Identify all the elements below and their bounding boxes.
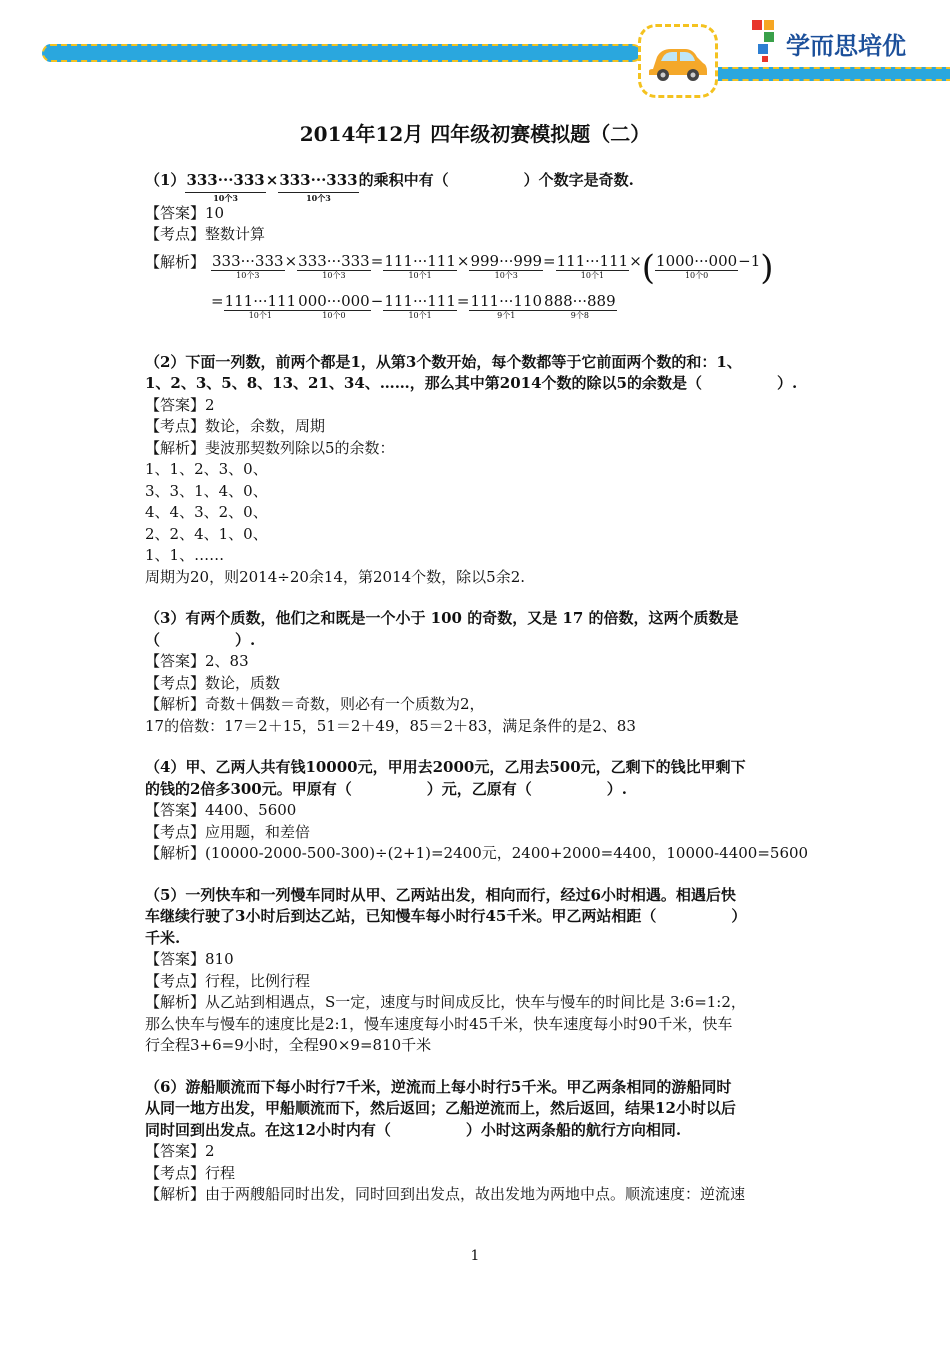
q1-point: 【考点】整数计算: [145, 225, 266, 243]
q5-prompt-line-1: （5）一列快车和一列慢车同时从甲、乙两站出发，相向而行，经过6小时相遇。相遇后快: [145, 885, 736, 904]
q5-solution-line-2: 那么快车与慢车的速度比是2:1，慢车速度每小时45千米，快车速度每小时90千米，快车: [145, 1014, 733, 1033]
q6-answer: 【答案】2: [145, 1142, 215, 1160]
q1-prompt: （1）333···333 10个3 ×333···333 10个3 的乘积中有（ ）个数字是奇数.: [145, 171, 634, 203]
q2-prompt-line-2: 1、2、3、5、8、13、21、34、……，那么其中第2014个数的除以5的余数是（ ）.: [145, 374, 798, 392]
q6-prompt-line-2: 从同一地方出发，甲船顺流而下，然后返回；乙船逆流而上，然后返回，结果12小时以后: [145, 1099, 736, 1117]
q6-solution: 【解析】由于两艘船同时出发，同时回到出发点，故出发地为两地中点。顺流速度：逆流速: [145, 1185, 746, 1203]
q4-answer: 【答案】4400、5600: [145, 801, 297, 819]
q2-remainder-row: 1、1、……: [145, 546, 225, 564]
logo-mark-icon: [752, 20, 780, 66]
q2-prompt-line-1: （2）下面一列数，前两个都是1，从第3个数开始，每个数都等于它前面两个数的和：1、: [145, 352, 742, 371]
q5-prompt-line-3: 千米.: [145, 928, 181, 947]
car-icon: [647, 43, 709, 83]
q5-point: 【考点】行程，比例行程: [145, 971, 311, 990]
q2-remainder-row: 1、1、2、3、0、: [145, 460, 268, 478]
q1-factor-a: 333···333 10个3: [186, 171, 265, 203]
q2-solution: 【解析】斐波那契数列除以5的余数：: [145, 438, 395, 457]
q6-prompt-line-3: 同时回到出发点。在这12小时内有（ ）小时这两条船的航行方向相同.: [145, 1120, 682, 1139]
car-badge: [638, 24, 718, 98]
q4-solution: 【解析】(10000-2000-500-300)÷(2+1)=2400元，2400+2000=4400，10000-4400=5600: [145, 844, 809, 862]
q6-prompt-line-1: （6）游船顺流而下每小时行7千米，逆流而上每小时行5千米。甲乙两条相同的游船同时: [145, 1077, 732, 1096]
q4-prompt-line-1: （4）甲、乙两人共有钱10000元，甲用去2000元，乙用去500元，乙剩下的钱比甲剩下: [145, 758, 746, 776]
header-band-right: [712, 67, 950, 81]
q5-prompt-line-2: 车继续行驶了3小时后到达乙站，已知慢车每小时行45千米。甲乙两站相距（ ）: [145, 907, 747, 925]
header-band: [42, 44, 642, 62]
q3-solution-line-2: 17的倍数：17＝2＋15，51＝2＋49，85＝2＋83，满足条件的是2、83: [145, 716, 636, 735]
q5-solution-line-3: 行全程3+6=9小时，全程90×9=810千米: [145, 1036, 432, 1054]
q3-answer: 【答案】2、83: [145, 652, 249, 670]
q2-answer: 【答案】2: [145, 395, 215, 414]
q4-prompt-line-2: 的钱的2倍多300元。甲原有（ ）元，乙原有（ ）.: [145, 779, 627, 798]
q4-point: 【考点】应用题，和差倍: [145, 822, 311, 841]
document-body: [145, 170, 810, 1206]
page-number: 1: [470, 1248, 480, 1264]
q5-answer: 【答案】810: [145, 950, 234, 968]
page-title: 2014年12月 四年级初赛模拟题（二）: [299, 122, 651, 146]
q3-point: 【考点】数论，质数: [145, 673, 281, 692]
q2-remainder-row: 3、3、1、4、0、: [145, 481, 268, 500]
q2-conclusion: 周期为20，则2014÷20余14，第2014个数，除以5余2.: [145, 567, 526, 586]
q2-remainder-row: 4、4、3、2、0、: [145, 503, 268, 521]
q5-solution-line-1: 【解析】从乙站到相遇点，S一定，速度与时间成反比，快车与慢车的时间比是 3:6=1:2，: [145, 993, 746, 1011]
q1-answer: 【答案】10: [145, 203, 225, 222]
q2-remainder-row: 2、2、4、1、0、: [145, 524, 268, 543]
q3-solution-line-1: 【解析】奇数＋偶数＝奇数，则必有一个质数为2，: [145, 695, 485, 713]
q1-solution-line-1: 333···333 10个3 ×333···333 10个3 =111···111 10个1 ×999···999 10个3 =111···111 10个1 ×(1000···000 10个0 −1): [212, 247, 774, 288]
q6-point: 【考点】行程: [145, 1163, 236, 1182]
q1-solution-line-2: =111···111 10个1 000···000 10个0 −111···111 10个1 =111···110 9个1 888···889 9个8: [211, 291, 616, 320]
brand-name: 学而思培优: [786, 31, 906, 60]
q3-prompt-line-2: （ ）.: [145, 630, 256, 649]
brand-logo: [752, 20, 906, 66]
q1-factor-b: 333···333 10个3: [279, 171, 358, 203]
q1-solution: 【解析】 333···333 10个3 ×333···333 10个3 =111···111 10个1 ×999···999 10个3 =111···111 10个1 ×(1000···000 10个0 −1) =111···111 10个1 000···000 10个0 −111···111 10个1 =111···110 9个1 888···889 9个8: [145, 252, 810, 332]
q2-point: 【考点】数论，余数，周期: [145, 417, 326, 435]
q3-prompt-line-1: （3）有两个质数，他们之和既是一个小于 100 的奇数，又是 17 的倍数，这两个质数是: [145, 609, 739, 627]
